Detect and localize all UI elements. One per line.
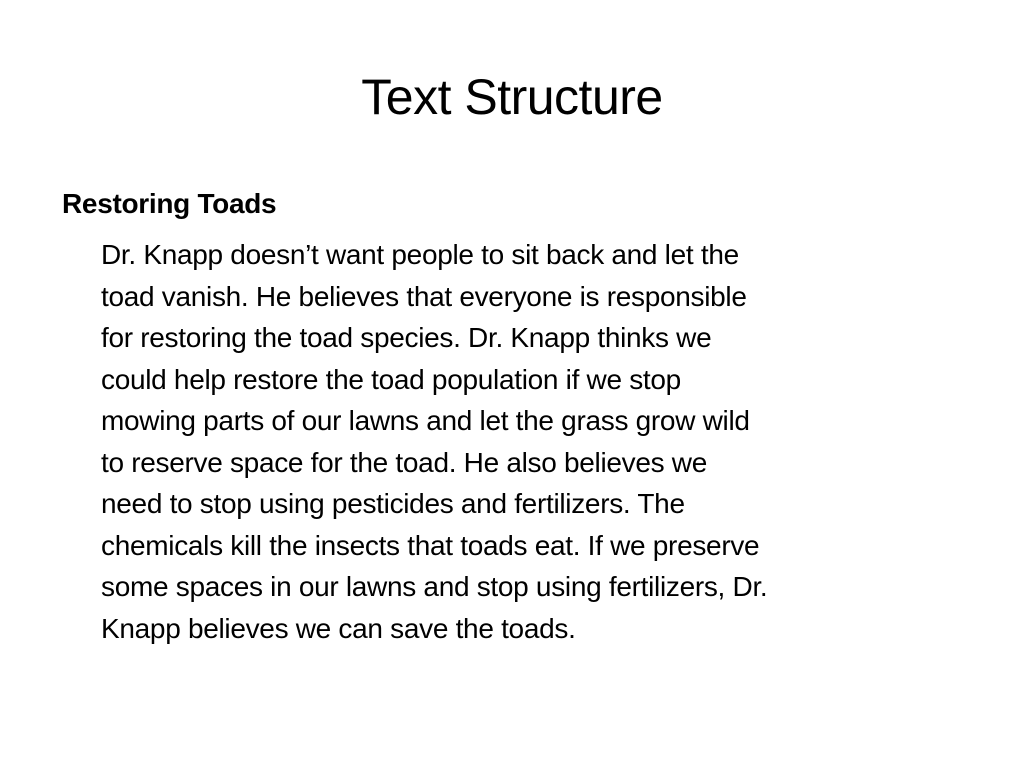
slide-title: Text Structure: [361, 69, 663, 125]
body-line: could help restore the toad population if we stop: [101, 363, 681, 395]
body-line: chemicals kill the insects that toads eat. If we preserve: [101, 529, 760, 561]
body-line: need to stop using pesticides and fertilizers. The: [101, 488, 685, 519]
body-line: mowing parts of our lawns and let the grass grow wild: [101, 405, 750, 436]
body-line: to reserve space for the toad. He also believes we: [101, 446, 708, 478]
body-line: some spaces in our lawns and stop using fertilizers, Dr.: [101, 571, 768, 602]
body-line: Knapp believes we can save the toads.: [101, 612, 576, 644]
body-line: Dr. Knapp doesn’t want people to sit back and let the: [101, 239, 739, 270]
slide-content: [62, 184, 982, 649]
body-paragraph: [101, 234, 982, 649]
body-line: for restoring the toad species. Dr. Knapp thinks we: [101, 322, 712, 353]
section-heading: Restoring Toads: [62, 188, 277, 219]
body-line: toad vanish. He believes that everyone is responsible: [101, 280, 747, 312]
